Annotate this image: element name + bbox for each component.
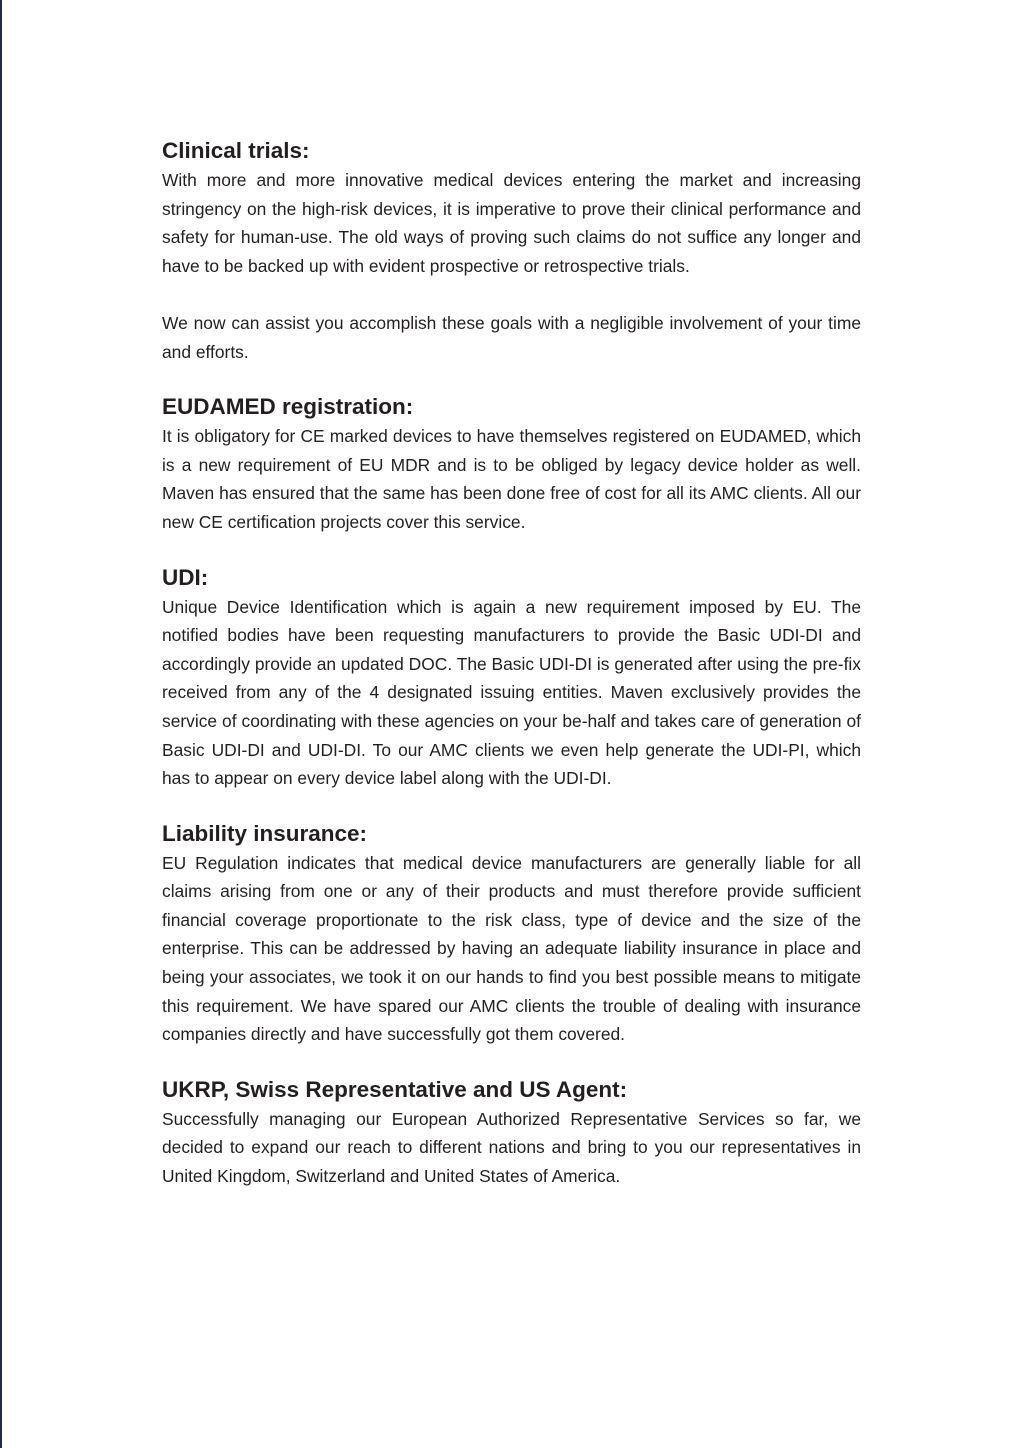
section-heading: Liability insurance: — [162, 820, 368, 846]
section-paragraph: It is obligatory for CE marked devices to have themselves registered on EUDAMED, which is a new requirement of EU MDR and is to be obliged by legacy device holder as well. Maven has ensured that the same has been done free of cost for all its AMC clients. All our new CE certification projects cover this service. — [162, 426, 861, 532]
section-heading: Clinical trials: — [162, 138, 310, 163]
section-paragraph: With more and more innovative medical devices entering the market and increasing stringency on the high-risk devices, it is imperative to prove their clinical performance and safety for human-use. The old ways of proving such claims do not suffice any longer and have to be backed up with evident prospective or retrospective trials. — [162, 170, 861, 276]
section-heading: UKRP, Swiss Representative and US Agent: — [162, 1076, 628, 1102]
section-paragraph: EU Regulation indicates that medical device manufacturers are generally liable for all claims arising from one or any of their products and must therefore provide sufficient financial coverage proportionate to the risk class, type of device and the size of the enterprise. This can be addressed by having an adequate liability insurance in place and being your associates, we took it on our hands to find you best possible means to mitigate this requirement. We have spared our AMC clients the trouble of dealing with insurance companies directly and have successfully got them covered. — [162, 852, 861, 1045]
section-paragraph: Unique Device Identification which is again a new requirement imposed by EU. The notified bodies have been requesting manufacturers to provide the Basic UDI-DI and accordingly provide an updated DOC. The Basic UDI-DI is generated after using the pre-fix received from any of the 4 designated issuing entities. Maven exclusively provides the service of coordinating with these agencies on your be-half and takes care of generation of Basic UDI-DI and UDI-DI. To our AMC clients we even help generate the UDI-PI, which has to appear on every device label along with the UDI-DI. — [162, 596, 861, 789]
section-liability-insurance — [162, 819, 861, 1049]
section-representatives — [162, 1075, 861, 1191]
section-paragraph: We now can assist you accomplish these goals with a negligible involvement of your time and efforts. — [162, 312, 861, 362]
page-left-border — [0, 0, 2, 1448]
document-body — [162, 136, 861, 1217]
section-heading: UDI: — [162, 564, 209, 590]
section-eudamed-registration — [162, 392, 861, 536]
section-clinical-trials — [162, 136, 861, 366]
section-heading: EUDAMED registration: — [162, 394, 414, 420]
section-paragraph: Successfully managing our European Authorized Representative Services so far, we decided to expand our reach to different nations and bring to you our representatives in United Kingdom, Switzerland and United States of America. — [162, 1108, 861, 1187]
section-udi — [162, 563, 861, 793]
